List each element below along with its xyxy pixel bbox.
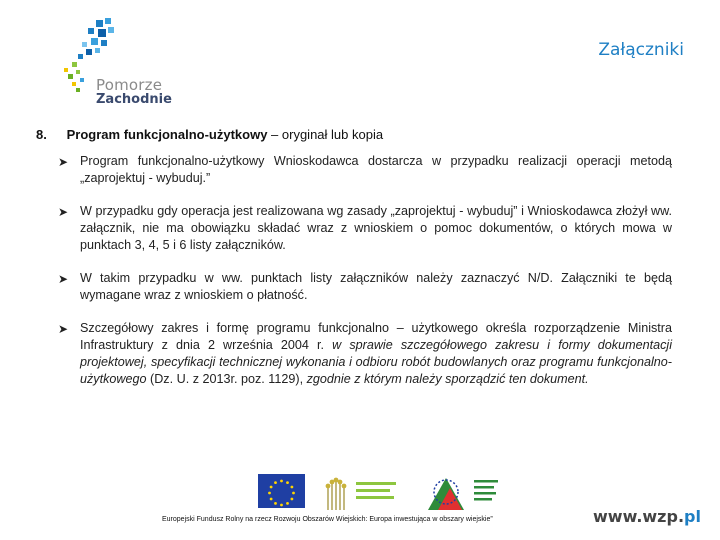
arrow-bullet-icon: ➤ — [58, 272, 69, 286]
bullet-text-italic: zgodnie z którym należy sporządzić ten dokument. — [306, 372, 589, 386]
section-title-rest: – oryginał lub kopia — [267, 127, 384, 142]
pomorze-zachodnie-logo — [58, 18, 173, 106]
footer-url — [593, 507, 701, 526]
section-title: Program funkcjonalno-użytkowy — [66, 127, 268, 142]
leader-logo — [318, 470, 438, 514]
list-item — [58, 320, 672, 388]
bullet-text-italic: w sprawie szczegółowego zakresu i formy dokumentacji projektowej, specyfikacji technicznej wykonania i odbioru robót budowlanych oraz programu funkcjonalno-użytkowego — [80, 338, 672, 386]
bullet-list — [58, 153, 672, 404]
arrow-bullet-icon: ➤ — [58, 322, 69, 336]
footer-text: Europejski Fundusz Rolny na rzecz Rozwoju Obszarów Wiejskich: Europa inwestująca w obszary wiejskie” — [162, 516, 493, 523]
arrow-bullet-icon: ➤ — [58, 155, 69, 169]
logo-text-zachodnie: Zachodnie — [96, 92, 172, 107]
prow-logo — [424, 470, 544, 516]
list-item — [58, 270, 672, 304]
bullet-text: W takim przypadku w ww. punktach listy załączników należy zaznaczyć N/D. Załączniki te będą wymagane wraz z wnioskiem o płatność. — [80, 271, 672, 302]
bullet-text: W przypadku gdy operacja jest realizowana wg zasady „zaprojektuj - wybuduj” i Wnioskodawca złożył ww. załącznik, nie ma obowiązku składać wraz z wnioskiem o pomoc dokumentów, o których mowa w punktach 3, 4, 5 i 6 listy załączników. — [80, 204, 672, 252]
bullet-text — [80, 320, 672, 388]
bullet-text-part: (Dz. U. z 2013r. poz. 1129), — [146, 372, 307, 386]
bullet-text: Program funkcjonalno-użytkowy Wnioskodawca dostarcza w przypadku realizacji operacji metodą „zaprojektuj - wybuduj.” — [80, 154, 672, 185]
eu-stars-icon — [258, 474, 305, 508]
section-heading — [36, 127, 383, 142]
page-title: Załączniki — [598, 40, 684, 60]
bullet-text-part: Szczegółowy zakres i formę programu funkcjonalno – użytkowego określa rozporządzenie Ministra Infrastruktury z dnia 2 września 2004 r. — [80, 321, 672, 352]
section-number: 8. — [36, 127, 47, 142]
list-item — [58, 203, 672, 254]
list-item — [58, 153, 672, 187]
arrow-bullet-icon: ➤ — [58, 205, 69, 219]
url-tld: pl — [684, 507, 701, 526]
logo-text-pomorze: Pomorze — [96, 76, 163, 94]
url-main: www.wzp. — [593, 507, 685, 526]
eu-flag-logo — [258, 474, 305, 508]
